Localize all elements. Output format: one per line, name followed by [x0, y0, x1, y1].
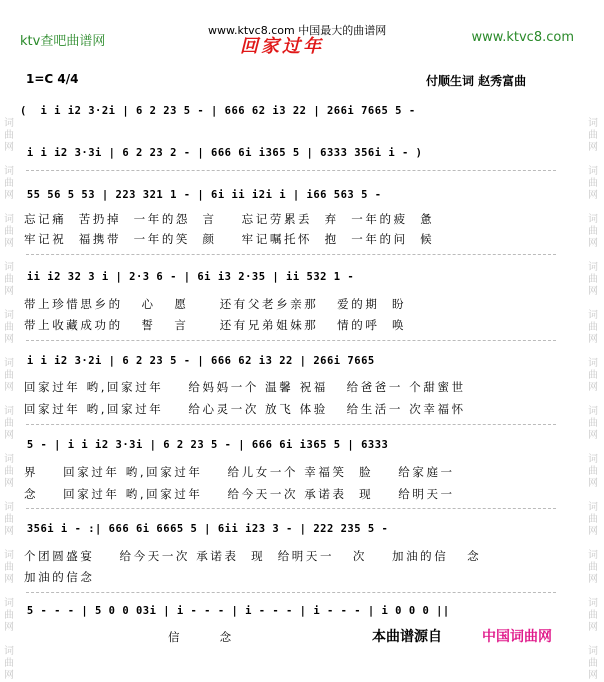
- line-separator: [26, 424, 556, 426]
- lyric-line-6: 回家过年 哟,回家过年 给心灵一次 放飞 体验 给生活一 次幸福怀: [24, 402, 466, 416]
- notation-line-4: ii i2 32 3 i | 2·3 6 - | 6i i3 2·35 | ii 532 1 -: [20, 271, 355, 283]
- notation-line-8: 5 - - - | 5 0 0 03i | i - - - | i - - - | i - - - | i 0 0 0 ||: [20, 605, 450, 617]
- key-signature: 1=C 4/4: [26, 72, 79, 86]
- song-credits: 付顺生词 赵秀富曲: [426, 74, 527, 88]
- line-separator: [26, 254, 556, 256]
- line-separator: [26, 340, 556, 342]
- lyric-line-1: 忘记痛 苦扔掉 一年的怨 言 忘记劳累丢 弃 一年的疲 惫: [24, 212, 435, 226]
- notation-line-7: 356i i - :| 666 6i 6665 5 | 6ii i23 3 - | 222 235 5 -: [20, 523, 389, 535]
- lyric-line-9: 个团圆盛宴 给今天一次 承诺表 现 给明天一 次 加油的信 念: [24, 549, 482, 563]
- notation-line-5: i i i2 3·2i | 6 2 23 5 - | 666 62 i3 22 | 266i 7665: [20, 355, 375, 367]
- site-url-right: www.ktvc8.com: [471, 30, 574, 45]
- lyric-line-10: 加油的信念: [24, 570, 95, 584]
- line-separator: [26, 170, 556, 172]
- lyric-line-8: 念 回家过年 哟,回家过年 给今天一次 承诺表 现 给明天一: [24, 487, 455, 501]
- lyric-line-4: 带上收藏成功的 誓 言 还有兄弟姐妹那 情的呼 唤: [24, 318, 407, 332]
- lyric-line-3: 带上珍惜思乡的 心 愿 还有父老乡亲那 爱的期 盼: [24, 297, 407, 311]
- song-title: 回家过年: [240, 36, 324, 57]
- notation-line-6: 5 - | i i i2 3·3i | 6 2 23 5 - | 666 6i i365 5 | 6333: [20, 439, 389, 451]
- lyric-line-5: 回家过年 哟,回家过年 给妈妈一个 温馨 祝福 给爸爸一 个甜蜜世: [24, 380, 466, 394]
- lyric-line-11: 信 念: [168, 630, 234, 644]
- lyric-line-7: 界 回家过年 哟,回家过年 给儿女一个 幸福笑 脸 给家庭一: [24, 465, 455, 479]
- source-brand: 中国词曲网: [482, 629, 552, 645]
- watermark-left: 词 曲 网 词 曲 网 词 曲 网 词 曲 网 词 曲 网 词 曲 网 词 曲 网 词 曲 网 词 曲 网 词 曲 网 词 曲 网 词 曲 网: [4, 118, 14, 681]
- notation-line-2: i i i2 3·3i | 6 2 23 2 - | 666 6i i365 5 | 6333 356i i - ): [20, 147, 423, 159]
- watermark-right: 词 曲 网 词 曲 网 词 曲 网 词 曲 网 词 曲 网 词 曲 网 词 曲 网 词 曲 网 词 曲 网 词 曲 网 词 曲 网 词 曲 网: [588, 118, 598, 681]
- notation-line-3: 55 56 5 53 | 223 321 1 - | 6i ii i2i i | i66 563 5 -: [20, 189, 382, 201]
- source-label: 本曲谱源自: [372, 629, 442, 645]
- line-separator: [26, 508, 556, 510]
- line-separator: [26, 592, 556, 594]
- notation-line-1: ( i i i2 3·2i | 6 2 23 5 - | 666 62 i3 22 | 266i 7665 5 -: [20, 105, 416, 117]
- site-name-left: ktv查吧曲谱网: [20, 34, 106, 49]
- lyric-line-2: 牢记祝 福携带 一年的笑 颜 牢记嘱托怀 抱 一年的问 候: [24, 232, 435, 246]
- site-banner-middle: www.ktvc8.com 中国最大的曲谱网: [208, 24, 387, 37]
